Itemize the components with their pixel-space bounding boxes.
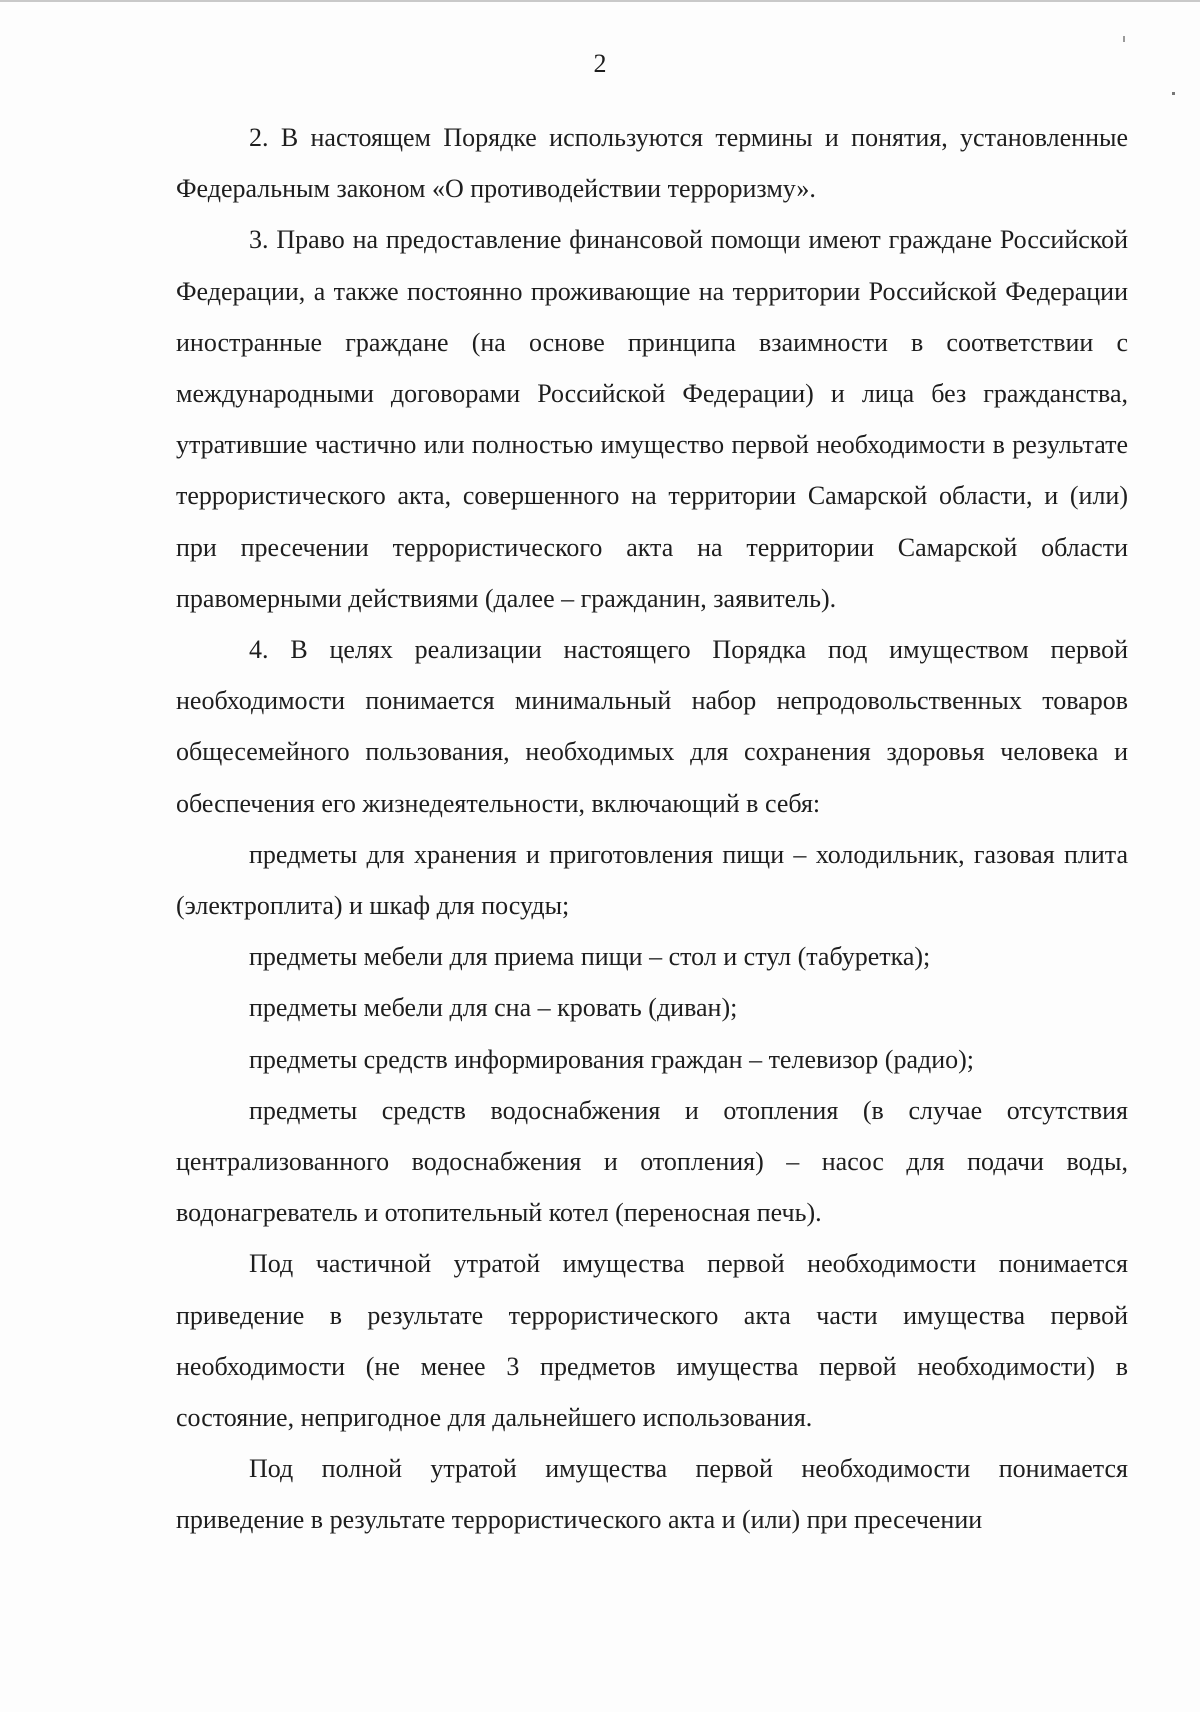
scan-speck: [1172, 92, 1175, 95]
page-number: 2: [593, 49, 607, 78]
paragraph-2-terms: 2. В настоящем Порядке используются термины и понятия, установленные Федеральным законом «О противодействии терроризму».: [176, 123, 1128, 204]
paragraph-3-eligibility: 3. Право на предоставление финансовой помощи имеют граждане Российской Федерации, а также постоянно проживающие на территории Российской Федерации иностранные граждане (на основе принципа взаимности в соответствии с международными договорами Российской Федерации) и лица без гражданства, утратившие частично или полностью имущество первой необходимости в результате террористического акта, совершенного на территории Самарской области, и (или) при пресечении террористического акта на территории Самарской области правомерными действиями (далее – гражданин, заявитель).: [176, 225, 1128, 613]
scan-speck: [1123, 36, 1125, 42]
list-item-food-storage: предметы для хранения и приготовления пищи – холодильник, газовая плита (электроплита) и шкаф для посуды;: [176, 839, 1128, 921]
list-item-dining-furniture: предметы мебели для приема пищи – стол и стул (табуретка);: [249, 942, 931, 972]
scan-edge-line: [0, 0, 1200, 2]
paragraph-partial-loss: Под частичной утратой имущества первой необходимости понимается приведение в результате террористического акта части имущества первой необходимости (не менее 3 предметов имущества первой необходимости) в состояние, непригодное для дальнейшего использования.: [176, 1249, 1128, 1433]
list-item-information-devices: предметы средств информирования граждан – телевизор (радио);: [249, 1044, 975, 1074]
paragraph-4-definition: 4. В целях реализации настоящего Порядка под имуществом первой необходимости понимается минимальный набор непродовольственных товаров общесемейного пользования, необходимых для сохранения здоровья человека и обеспечения его жизнедеятельности, включающий в себя:: [176, 635, 1128, 818]
list-item-sleep-furniture: предметы мебели для сна – кровать (диван);: [249, 993, 738, 1023]
body-text: [176, 112, 1128, 1546]
paragraph-full-loss: Под полной утратой имущества первой необходимости понимается приведение в результате террористического акта и (или) при пресечении: [176, 1454, 1128, 1535]
list-item-water-heating: предметы средств водоснабжения и отопления (в случае отсутствия централизованного водоснабжения и отопления) – насос для подачи воды, водонагреватель и отопительный котел (переносная печь).: [176, 1095, 1128, 1228]
